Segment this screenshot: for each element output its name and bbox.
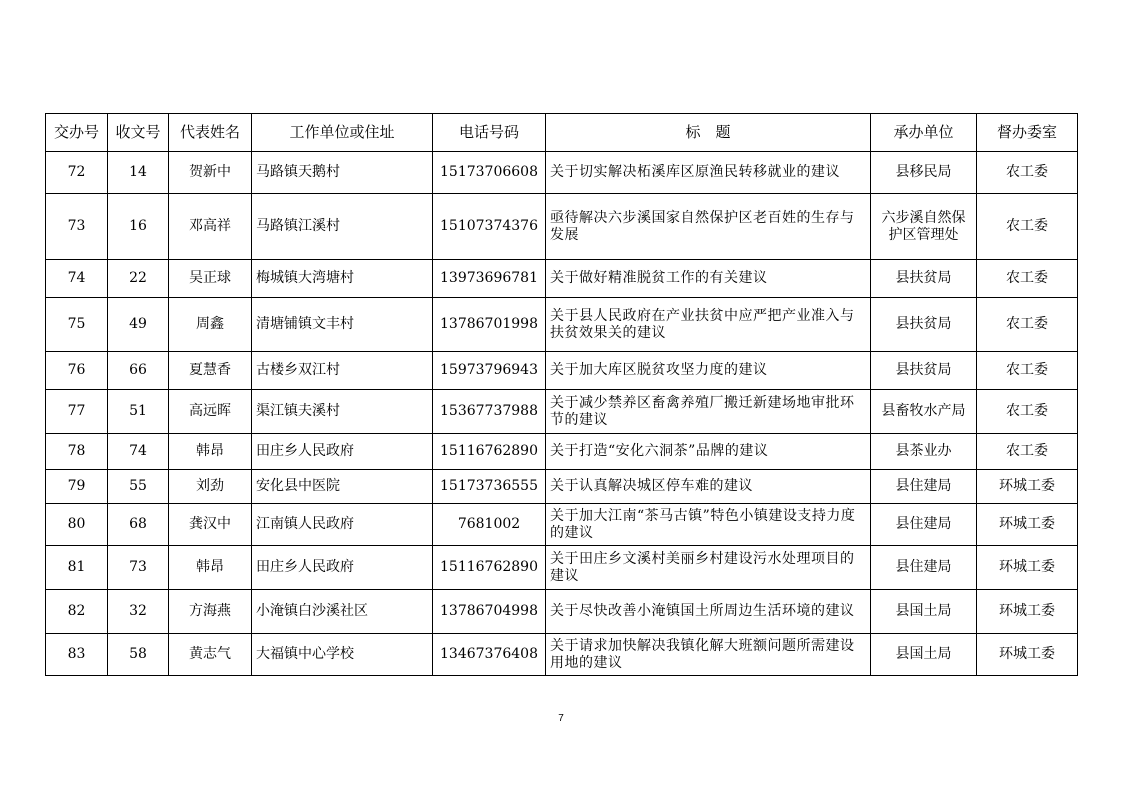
jiaoban-cell: 76 [46,352,108,390]
office-cell: 农工委 [977,390,1078,434]
phone-cell: 15116762890 [433,546,546,590]
handler-cell: 县扶贫局 [871,260,977,298]
unit-cell: 马路镇江溪村 [252,194,433,260]
table-row [46,434,1078,470]
handler-cell: 县扶贫局 [871,352,977,390]
table-row [46,470,1078,504]
page-number: 7 [558,713,564,724]
handler-cell: 县畜牧水产局 [871,390,977,434]
office-cell: 农工委 [977,260,1078,298]
handler-cell: 县扶贫局 [871,298,977,352]
office-cell: 环城工委 [977,590,1078,634]
shouwen-cell: 32 [108,590,169,634]
name-cell: 高远晖 [169,390,252,434]
header-handler: 承办单位 [871,114,977,152]
table-row [46,194,1078,260]
phone-cell: 13786704998 [433,590,546,634]
table-row [46,504,1078,546]
shouwen-cell: 73 [108,546,169,590]
jiaoban-cell: 72 [46,152,108,194]
office-cell: 环城工委 [977,546,1078,590]
header-title: 标 题 [546,114,871,152]
header-phone: 电话号码 [433,114,546,152]
header-shouwen: 收文号 [108,114,169,152]
name-cell: 黄志气 [169,634,252,676]
unit-cell: 马路镇天鹅村 [252,152,433,194]
phone-cell: 15367737988 [433,390,546,434]
unit-cell: 梅城镇大湾塘村 [252,260,433,298]
title-cell: 亟待解决六步溪国家自然保护区老百姓的生存与发展 [546,194,871,260]
name-cell: 邓高祥 [169,194,252,260]
handler-cell: 县国土局 [871,590,977,634]
phone-cell: 13467376408 [433,634,546,676]
phone-cell: 7681002 [433,504,546,546]
unit-cell: 安化县中医院 [252,470,433,504]
unit-cell: 清塘铺镇文丰村 [252,298,433,352]
shouwen-cell: 14 [108,152,169,194]
table-row [46,390,1078,434]
unit-cell: 田庄乡人民政府 [252,434,433,470]
unit-cell: 江南镇人民政府 [252,504,433,546]
table-row [46,590,1078,634]
jiaoban-cell: 75 [46,298,108,352]
unit-cell: 田庄乡人民政府 [252,546,433,590]
shouwen-cell: 74 [108,434,169,470]
handler-cell: 县住建局 [871,504,977,546]
shouwen-cell: 51 [108,390,169,434]
header-office: 督办委室 [977,114,1078,152]
title-cell: 关于请求加快解决我镇化解大班额问题所需建设用地的建议 [546,634,871,676]
name-cell: 夏慧香 [169,352,252,390]
table-row [46,352,1078,390]
name-cell: 贺新中 [169,152,252,194]
jiaoban-cell: 80 [46,504,108,546]
unit-cell: 古楼乡双江村 [252,352,433,390]
name-cell: 龚汉中 [169,504,252,546]
handler-cell: 县住建局 [871,546,977,590]
title-cell: 关于加大江南“茶马古镇”特色小镇建设支持力度的建议 [546,504,871,546]
jiaoban-cell: 81 [46,546,108,590]
shouwen-cell: 66 [108,352,169,390]
title-cell: 关于切实解决柘溪库区原渔民转移就业的建议 [546,152,871,194]
title-cell: 关于减少禁养区畜禽养殖厂搬迁新建场地审批环节的建议 [546,390,871,434]
jiaoban-cell: 73 [46,194,108,260]
table-row [46,298,1078,352]
header-unit: 工作单位或住址 [252,114,433,152]
name-cell: 吴正球 [169,260,252,298]
jiaoban-cell: 74 [46,260,108,298]
shouwen-cell: 22 [108,260,169,298]
name-cell: 韩昂 [169,434,252,470]
table-row [46,260,1078,298]
table-row [46,546,1078,590]
handler-cell: 县住建局 [871,470,977,504]
header-row [46,114,1078,152]
jiaoban-cell: 82 [46,590,108,634]
title-cell: 关于田庄乡文溪村美丽乡村建设污水处理项目的建议 [546,546,871,590]
name-cell: 周鑫 [169,298,252,352]
jiaoban-cell: 83 [46,634,108,676]
unit-cell: 小淹镇白沙溪社区 [252,590,433,634]
title-cell: 关于县人民政府在产业扶贫中应严把产业准入与扶贫效果关的建议 [546,298,871,352]
phone-cell: 13973696781 [433,260,546,298]
office-cell: 农工委 [977,152,1078,194]
office-cell: 农工委 [977,434,1078,470]
office-cell: 环城工委 [977,470,1078,504]
handler-cell: 六步溪自然保护区管理处 [871,194,977,260]
title-cell: 关于做好精准脱贫工作的有关建议 [546,260,871,298]
proposal-table [45,113,1078,676]
name-cell: 韩昂 [169,546,252,590]
shouwen-cell: 68 [108,504,169,546]
title-cell: 关于打造“安化六洞茶”品牌的建议 [546,434,871,470]
shouwen-cell: 58 [108,634,169,676]
table-row [46,634,1078,676]
jiaoban-cell: 78 [46,434,108,470]
phone-cell: 15173736555 [433,470,546,504]
unit-cell: 渠江镇夫溪村 [252,390,433,434]
header-name: 代表姓名 [169,114,252,152]
handler-cell: 县移民局 [871,152,977,194]
office-cell: 农工委 [977,352,1078,390]
phone-cell: 15107374376 [433,194,546,260]
table-row [46,152,1078,194]
shouwen-cell: 16 [108,194,169,260]
handler-cell: 县国土局 [871,634,977,676]
office-cell: 农工委 [977,298,1078,352]
header-jiaoban: 交办号 [46,114,108,152]
shouwen-cell: 49 [108,298,169,352]
title-cell: 关于加大库区脱贫攻坚力度的建议 [546,352,871,390]
phone-cell: 15173706608 [433,152,546,194]
jiaoban-cell: 77 [46,390,108,434]
title-cell: 关于认真解决城区停车难的建议 [546,470,871,504]
unit-cell: 大福镇中心学校 [252,634,433,676]
jiaoban-cell: 79 [46,470,108,504]
phone-cell: 15973796943 [433,352,546,390]
shouwen-cell: 55 [108,470,169,504]
phone-cell: 13786701998 [433,298,546,352]
office-cell: 环城工委 [977,634,1078,676]
office-cell: 环城工委 [977,504,1078,546]
handler-cell: 县茶业办 [871,434,977,470]
phone-cell: 15116762890 [433,434,546,470]
name-cell: 刘劲 [169,470,252,504]
name-cell: 方海燕 [169,590,252,634]
title-cell: 关于尽快改善小淹镇国土所周边生活环境的建议 [546,590,871,634]
office-cell: 农工委 [977,194,1078,260]
